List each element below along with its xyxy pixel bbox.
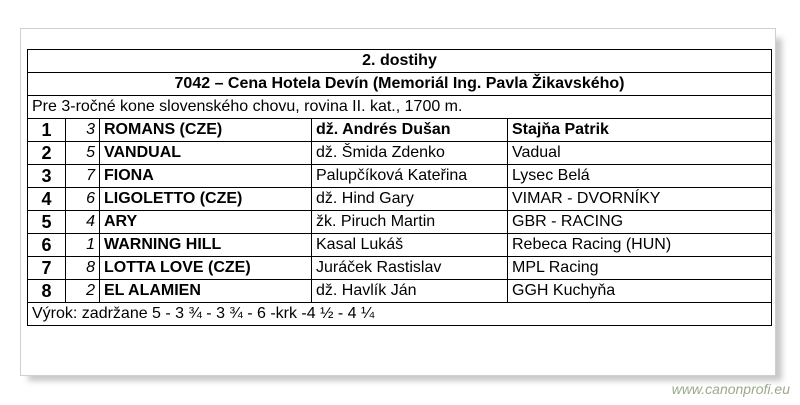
- result-place: 4: [28, 188, 66, 211]
- result-stable: Vadual: [508, 142, 772, 165]
- result-stable: Lysec Belá: [508, 165, 772, 188]
- result-number: 8: [66, 257, 100, 280]
- result-horse: LOTTA LOVE (CZE): [100, 257, 312, 280]
- race-heading: 2. dostihy: [28, 50, 772, 73]
- result-number: 5: [66, 142, 100, 165]
- result-horse: WARNING HILL: [100, 234, 312, 257]
- result-row: [28, 119, 772, 142]
- result-jockey: Palupčíková Kateřina: [312, 165, 508, 188]
- result-jockey: dž. Hind Gary: [312, 188, 508, 211]
- result-place: 3: [28, 165, 66, 188]
- race-title-row: [28, 73, 772, 96]
- result-horse: FIONA: [100, 165, 312, 188]
- results-card: [20, 28, 776, 376]
- result-stable: GGH Kuchyňa: [508, 280, 772, 303]
- result-row: [28, 280, 772, 303]
- result-row: [28, 234, 772, 257]
- result-place: 5: [28, 211, 66, 234]
- result-place: 7: [28, 257, 66, 280]
- result-jockey: žk. Piruch Martin: [312, 211, 508, 234]
- result-number: 1: [66, 234, 100, 257]
- result-jockey: dž. Andrés Dušan: [312, 119, 508, 142]
- result-horse: ROMANS (CZE): [100, 119, 312, 142]
- race-conditions-row: [28, 96, 772, 119]
- result-number: 6: [66, 188, 100, 211]
- result-row: [28, 188, 772, 211]
- result-horse: EL ALAMIEN: [100, 280, 312, 303]
- result-jockey: dž. Havlík Ján: [312, 280, 508, 303]
- result-stable: Stajňa Patrik: [508, 119, 772, 142]
- result-horse: VANDUAL: [100, 142, 312, 165]
- result-horse: ARY: [100, 211, 312, 234]
- result-number: 4: [66, 211, 100, 234]
- results-table-body: [28, 50, 772, 326]
- result-number: 3: [66, 119, 100, 142]
- result-place: 6: [28, 234, 66, 257]
- result-jockey: Juráček Rastislav: [312, 257, 508, 280]
- result-jockey: Kasal Lukáš: [312, 234, 508, 257]
- watermark-text: www.canonprofi.eu: [671, 381, 790, 397]
- result-place: 2: [28, 142, 66, 165]
- result-stable: VIMAR - DVORNÍKY: [508, 188, 772, 211]
- result-jockey: dž. Šmida Zdenko: [312, 142, 508, 165]
- result-number: 2: [66, 280, 100, 303]
- result-number: 7: [66, 165, 100, 188]
- race-title: 7042 – Cena Hotela Devín (Memoriál Ing. Pavla Žikavského): [28, 73, 772, 96]
- result-stable: Rebeca Racing (HUN): [508, 234, 772, 257]
- result-row: [28, 211, 772, 234]
- result-place: 1: [28, 119, 66, 142]
- race-conditions: Pre 3-ročné kone slovenského chovu, rovina II. kat., 1700 m.: [28, 96, 772, 119]
- result-row: [28, 165, 772, 188]
- result-place: 8: [28, 280, 66, 303]
- result-row: [28, 257, 772, 280]
- race-heading-row: [28, 50, 772, 73]
- verdict-row: [28, 303, 772, 326]
- result-horse: LIGOLETTO (CZE): [100, 188, 312, 211]
- result-row: [28, 142, 772, 165]
- result-stable: MPL Racing: [508, 257, 772, 280]
- result-stable: GBR - RACING: [508, 211, 772, 234]
- results-table: [27, 49, 772, 326]
- race-verdict: Výrok: zadržane 5 - 3 ¾ - 3 ¾ - 6 -krk -4 ½ - 4 ¼: [28, 303, 772, 326]
